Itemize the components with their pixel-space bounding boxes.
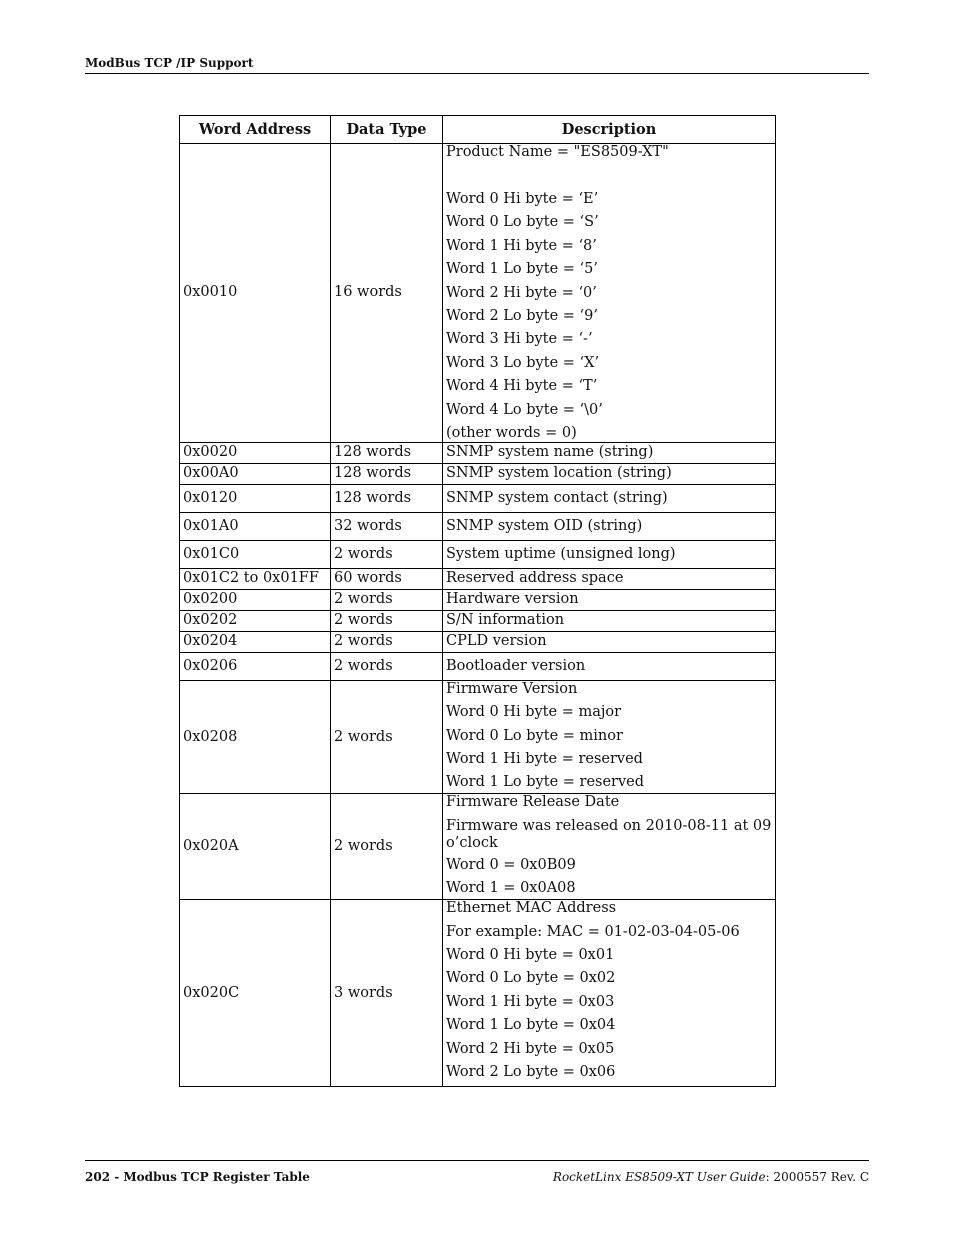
cell-type: 2 words bbox=[331, 610, 443, 631]
table-row bbox=[180, 442, 776, 463]
cell-address: 0x0120 bbox=[180, 484, 331, 512]
desc-line: Product Name = "ES8509-XT" bbox=[446, 144, 669, 160]
table-header-row bbox=[180, 116, 776, 144]
cell-type: 16 words bbox=[331, 144, 443, 443]
table-row bbox=[180, 900, 776, 1087]
table-row bbox=[180, 512, 776, 540]
table-row bbox=[180, 631, 776, 652]
cell-description bbox=[443, 900, 776, 1087]
cell-type: 128 words bbox=[331, 484, 443, 512]
cell-address: 0x01C2 to 0x01FF bbox=[180, 568, 331, 589]
table-row bbox=[180, 652, 776, 680]
cell-address: 0x0020 bbox=[180, 442, 331, 463]
desc-line: Word 2 Lo byte = 0x06 bbox=[446, 1063, 616, 1080]
desc-line: For example: MAC = 01-02-03-04-05-06 bbox=[446, 923, 740, 940]
desc-line: Word 1 Hi byte = reserved bbox=[446, 751, 643, 768]
cell-description: Reserved address space bbox=[443, 568, 776, 589]
desc-line: Word 0 = 0x0B09 bbox=[446, 856, 576, 873]
cell-address: 0x0204 bbox=[180, 631, 331, 652]
desc-line: Firmware Release Date bbox=[446, 794, 620, 811]
desc-line: Word 1 = 0x0A08 bbox=[446, 880, 576, 897]
cell-type: 2 words bbox=[331, 680, 443, 794]
cell-address: 0x01A0 bbox=[180, 512, 331, 540]
desc-line: Word 0 Hi byte = 0x01 bbox=[446, 947, 615, 964]
cell-type: 60 words bbox=[331, 568, 443, 589]
desc-line: (other words = 0) bbox=[446, 424, 577, 441]
cell-description: Hardware version bbox=[443, 589, 776, 610]
desc-line: Word 4 Hi byte = ‘T’ bbox=[446, 378, 598, 395]
cell-address: 0x01C0 bbox=[180, 540, 331, 568]
cell-address: 0x0010 bbox=[180, 144, 331, 443]
desc-line: Firmware was released on 2010-08-11 at 09 o’clock bbox=[446, 817, 772, 851]
table-row bbox=[180, 484, 776, 512]
footer-doc-number: : 2000557 Rev. C bbox=[765, 1170, 869, 1184]
cell-type: 3 words bbox=[331, 900, 443, 1087]
table-row bbox=[180, 463, 776, 484]
footer-rule bbox=[85, 1160, 869, 1161]
register-table bbox=[179, 115, 776, 1087]
cell-type: 2 words bbox=[331, 631, 443, 652]
desc-line: Word 2 Lo byte = ‘9’ bbox=[446, 307, 598, 324]
cell-address: 0x0202 bbox=[180, 610, 331, 631]
cell-type: 2 words bbox=[331, 589, 443, 610]
table-row bbox=[180, 540, 776, 568]
desc-line: Word 4 Lo byte = ‘\0’ bbox=[446, 401, 603, 418]
desc-line: Firmware Version bbox=[446, 680, 578, 697]
desc-line: Word 0 Lo byte = ‘S’ bbox=[446, 214, 599, 231]
table-row bbox=[180, 568, 776, 589]
cell-description: SNMP system name (string) bbox=[443, 442, 776, 463]
cell-address: 0x020C bbox=[180, 900, 331, 1087]
cell-type: 32 words bbox=[331, 512, 443, 540]
desc-line: Word 3 Hi byte = ‘-’ bbox=[446, 331, 593, 348]
desc-line: Word 2 Hi byte = ‘0’ bbox=[446, 284, 597, 301]
col-header-data-type: Data Type bbox=[331, 116, 443, 144]
footer-doc-title bbox=[553, 1170, 869, 1184]
table-row bbox=[180, 144, 776, 443]
desc-line: Word 0 Lo byte = 0x02 bbox=[446, 970, 616, 987]
table-row bbox=[180, 794, 776, 900]
desc-line: Word 2 Hi byte = 0x05 bbox=[446, 1040, 615, 1057]
cell-type: 128 words bbox=[331, 442, 443, 463]
cell-address: 0x0208 bbox=[180, 680, 331, 794]
table-row bbox=[180, 589, 776, 610]
cell-type: 2 words bbox=[331, 794, 443, 900]
footer-page-label: 202 - Modbus TCP Register Table bbox=[85, 1170, 310, 1184]
cell-description: S/N information bbox=[443, 610, 776, 631]
footer-guide-title: RocketLinx ES8509-XT User Guide bbox=[552, 1170, 766, 1184]
cell-description bbox=[443, 144, 776, 443]
cell-description: Bootloader version bbox=[443, 652, 776, 680]
cell-address: 0x00A0 bbox=[180, 463, 331, 484]
cell-address: 0x0200 bbox=[180, 589, 331, 610]
desc-line: Word 0 Hi byte = ‘E’ bbox=[446, 191, 599, 207]
table-row bbox=[180, 610, 776, 631]
cell-description bbox=[443, 680, 776, 794]
col-header-description: Description bbox=[443, 116, 776, 144]
cell-description bbox=[443, 794, 776, 900]
desc-line: Word 1 Hi byte = ‘8’ bbox=[446, 237, 597, 254]
cell-description: SNMP system location (string) bbox=[443, 463, 776, 484]
col-header-word-address: Word Address bbox=[180, 116, 331, 144]
cell-description: CPLD version bbox=[443, 631, 776, 652]
desc-line: Word 1 Lo byte = reserved bbox=[446, 774, 645, 791]
desc-line: Word 1 Lo byte = 0x04 bbox=[446, 1017, 616, 1034]
header-rule bbox=[85, 73, 869, 74]
cell-description: SNMP system OID (string) bbox=[443, 512, 776, 540]
cell-type: 2 words bbox=[331, 652, 443, 680]
cell-description: System uptime (unsigned long) bbox=[443, 540, 776, 568]
table-row bbox=[180, 680, 776, 794]
running-header: ModBus TCP /IP Support bbox=[85, 56, 254, 70]
desc-line: Ethernet MAC Address bbox=[446, 900, 617, 917]
desc-line: Word 1 Hi byte = 0x03 bbox=[446, 993, 615, 1010]
cell-address: 0x0206 bbox=[180, 652, 331, 680]
cell-type: 128 words bbox=[331, 463, 443, 484]
cell-description: SNMP system contact (string) bbox=[443, 484, 776, 512]
desc-line: Word 0 Hi byte = major bbox=[446, 704, 621, 721]
desc-line: Word 3 Lo byte = ‘X’ bbox=[446, 354, 600, 371]
desc-line: Word 1 Lo byte = ‘5’ bbox=[446, 261, 598, 278]
cell-address: 0x020A bbox=[180, 794, 331, 900]
desc-line: Word 0 Lo byte = minor bbox=[446, 727, 623, 744]
cell-type: 2 words bbox=[331, 540, 443, 568]
